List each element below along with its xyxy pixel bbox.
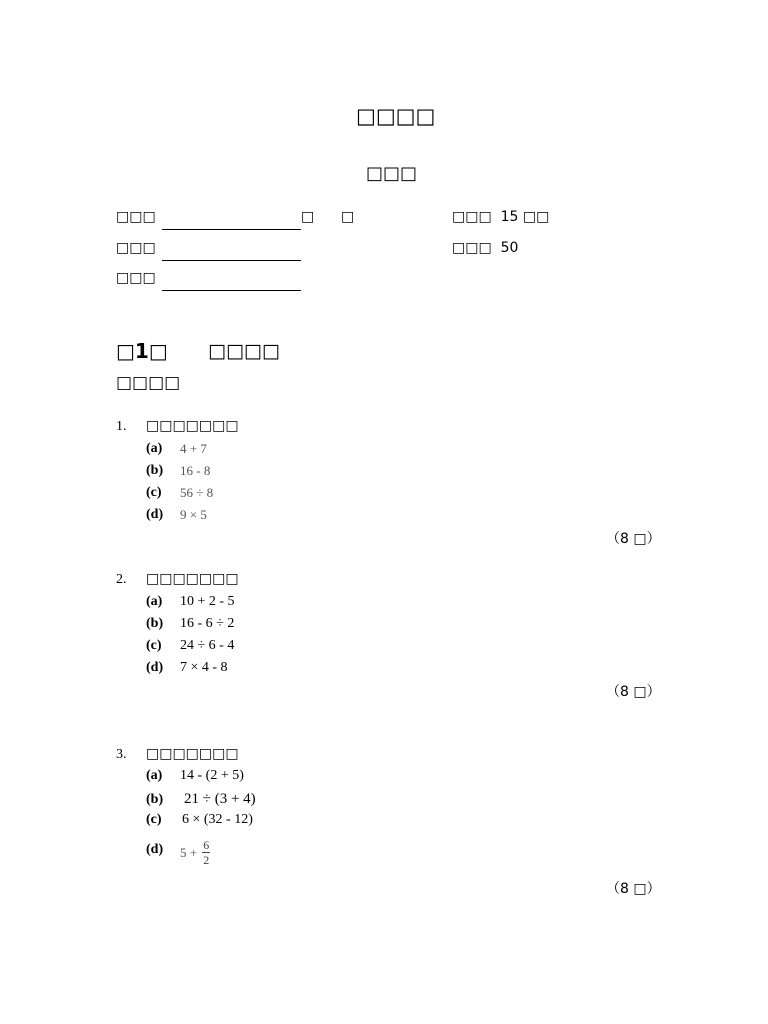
question-1-part-d-label: (d)	[146, 507, 164, 522]
question-1-text: □□□□□□□	[146, 418, 239, 434]
time-field	[452, 209, 549, 225]
question-1-part-a-label: (a)	[146, 441, 163, 456]
question-3-marks: （8 □）	[606, 881, 661, 897]
question-2-number: 2.	[116, 572, 127, 587]
page-subtitle: □□□	[366, 163, 418, 184]
question-2-marks: （8 □）	[606, 684, 661, 700]
question-2-part-c-label: (c)	[146, 638, 162, 653]
fraction-numerator: 6	[203, 838, 210, 852]
question-2-text: □□□□□□□	[146, 571, 239, 587]
time-value: 15 □□	[500, 209, 550, 225]
class-suffix-2: □	[341, 209, 355, 225]
question-3-part-c-label: (c)	[146, 812, 162, 827]
number-blank-line[interactable]	[162, 290, 301, 291]
question-2-part-a-label: (a)	[146, 594, 163, 609]
question-3-part-d-label: (d)	[146, 842, 164, 857]
question-3-part-c-expression: 6 × (32 - 12)	[182, 812, 253, 827]
question-1-part-b-expression: 16 - 8	[180, 463, 211, 478]
section-subheading: □□□□	[116, 373, 181, 393]
fraction-denominator: 2	[203, 853, 210, 867]
score-value: 50	[500, 240, 519, 256]
question-1-part-b-label: (b)	[146, 463, 164, 478]
question-2-part-a-expression: 10 + 2 - 5	[180, 594, 235, 609]
question-3-part-d-whole: 5 +	[180, 845, 198, 860]
question-2-part-b-label: (b)	[146, 616, 164, 631]
name-label: □□□	[116, 209, 156, 225]
page-title: □□□□	[356, 104, 436, 128]
section-number: 1	[134, 339, 149, 363]
class-suffix-1: □	[301, 209, 315, 225]
question-3-part-b-label: (b)	[146, 792, 164, 807]
class-label: □□□	[116, 240, 156, 256]
section-suffix: □	[148, 339, 168, 363]
score-label: □□□	[452, 240, 492, 256]
section-heading	[116, 339, 168, 363]
section-prefix: □	[116, 339, 135, 363]
question-3-part-d-expression	[180, 838, 210, 867]
name-blank-line[interactable]	[162, 229, 301, 230]
question-3-text: □□□□□□□	[146, 746, 239, 762]
score-field	[452, 240, 518, 256]
question-2-part-c-expression: 24 ÷ 6 - 4	[180, 638, 235, 653]
fraction	[202, 838, 210, 867]
question-1-part-d-expression: 9 × 5	[180, 507, 207, 522]
question-3-number: 3.	[116, 747, 127, 762]
question-1-part-c-label: (c)	[146, 485, 162, 500]
section-title: □□□□	[208, 340, 280, 362]
question-1-marks: （8 □）	[606, 531, 661, 547]
question-3-part-a-label: (a)	[146, 768, 163, 783]
number-label: □□□	[116, 270, 156, 286]
class-blank-line[interactable]	[162, 260, 301, 261]
question-3-part-b-expression: 21 ÷ (3 + 4)	[184, 791, 256, 807]
question-2-part-b-expression: 16 - 6 ÷ 2	[180, 616, 235, 631]
question-3-part-a-expression: 14 - (2 + 5)	[180, 768, 244, 783]
time-label: □□□	[452, 209, 492, 225]
question-2-part-d-expression: 7 × 4 - 8	[180, 660, 228, 675]
question-2-part-d-label: (d)	[146, 660, 164, 675]
question-1-part-c-expression: 56 ÷ 8	[180, 485, 214, 500]
question-1-number: 1.	[116, 419, 127, 434]
question-1-part-a-expression: 4 + 7	[180, 441, 207, 456]
